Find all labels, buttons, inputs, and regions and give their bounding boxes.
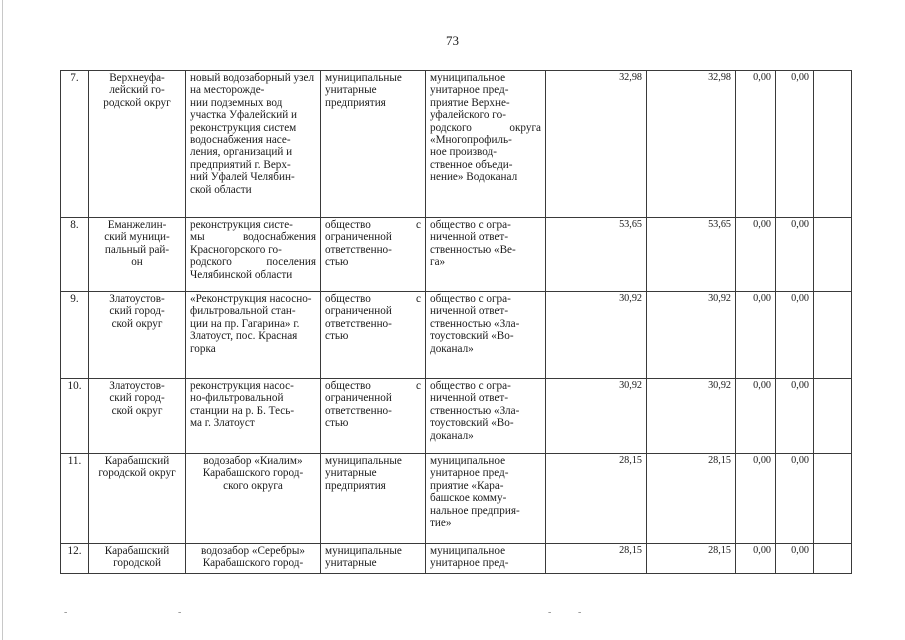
object-cell: водозабор «Серебры» Карабашского город- <box>186 544 321 574</box>
value-cell-4: 0,00 <box>776 292 814 379</box>
ownership-form-cell: муниципальные унитарные предприятия <box>321 454 426 544</box>
row-number: 8. <box>61 218 89 292</box>
empty-cell <box>814 544 852 574</box>
row-number: 10. <box>61 379 89 454</box>
object-cell: реконструкция насос- но-фильтровальной станции на р. Б. Тесь- ма г. Златоуст <box>186 379 321 454</box>
row-number: 12. <box>61 544 89 574</box>
owner-cell: муниципальное унитарное пред- приятие Верхне- уфалейского го- родского округа «Многопрофиль- ное производ- ственное объеди- нение» Водоканал <box>426 71 546 218</box>
data-table <box>60 70 852 574</box>
municipality-cell: Карабашский городской <box>89 544 186 574</box>
ownership-form-cell: общество с ограниченной ответственно- стью <box>321 292 426 379</box>
empty-cell <box>814 379 852 454</box>
empty-cell <box>814 454 852 544</box>
page-edge-line <box>2 0 3 640</box>
value-cell-3: 0,00 <box>736 454 776 544</box>
object-cell: «Реконструкция насосно- фильтровальной стан- ции на пр. Гагарина» г. Златоуст, пос. Красная горка <box>186 292 321 379</box>
value-cell-4: 0,00 <box>776 454 814 544</box>
scan-mark: - <box>64 607 68 618</box>
table-row <box>61 379 852 454</box>
value-cell-2: 32,98 <box>647 71 736 218</box>
municipality-cell: Златоустов- ский город- ской округ <box>89 379 186 454</box>
value-cell-2: 28,15 <box>647 544 736 574</box>
value-cell-2: 30,92 <box>647 292 736 379</box>
value-cell-1: 32,98 <box>546 71 647 218</box>
table-row <box>61 454 852 544</box>
value-cell-1: 53,65 <box>546 218 647 292</box>
value-cell-4: 0,00 ‧ <box>776 218 814 292</box>
table-row <box>61 71 852 218</box>
value-cell-1: 30,92 <box>546 292 647 379</box>
row-number: 11. <box>61 454 89 544</box>
value-cell-3: 0,00 <box>736 292 776 379</box>
empty-cell <box>814 71 852 218</box>
value-cell-3: 0,00 <box>736 218 776 292</box>
row-number: 7. <box>61 71 89 218</box>
value-cell-3: 0,00 <box>736 379 776 454</box>
municipality-cell: Златоустов- ский город- ской округ <box>89 292 186 379</box>
value-cell-4: 0,00 <box>776 544 814 574</box>
object-cell: новый водозаборный узел на месторожде- нии подземных вод участка Уфалейский и реконструкция систем водоснабжения насе- ления, организаций и предприятий г. Верх- ний Уфалей Челябин- ской области <box>186 71 321 218</box>
object-cell: водозабор «Киалим» Карабашского город- ского округа <box>186 454 321 544</box>
value-cell-1: 28,15 <box>546 454 647 544</box>
value-cell-1: 28,15 <box>546 544 647 574</box>
municipality-cell: Карабашский городской округ <box>89 454 186 544</box>
municipality-cell: Верхнеуфа- лейский го- родской округ <box>89 71 186 218</box>
value-cell-3: 0,00 <box>736 71 776 218</box>
value-cell-2: 53,65 <box>647 218 736 292</box>
scan-mark: - <box>578 607 582 618</box>
empty-cell <box>814 292 852 379</box>
ownership-form-cell: общество с ограниченной ответственно- стью <box>321 379 426 454</box>
table-row <box>61 218 852 292</box>
value-cell-1: 30,92 <box>546 379 647 454</box>
table-row <box>61 292 852 379</box>
owner-cell: муниципальное унитарное пред- приятие «Кара- башское комму- нальное предприя- тие» <box>426 454 546 544</box>
owner-cell: общество с огра- ниченной ответ- ственностью «Зла- тоустовский «Во- доканал» <box>426 292 546 379</box>
owner-cell: муниципальное унитарное пред- <box>426 544 546 574</box>
ownership-form-cell: общество с ограниченной ответственно- стью <box>321 218 426 292</box>
ownership-form-cell: муниципальные унитарные предприятия <box>321 71 426 218</box>
value-cell-3: 0,00 <box>736 544 776 574</box>
empty-cell <box>814 218 852 292</box>
owner-cell: общество с огра- ниченной ответ- ственностью «Ве- га» <box>426 218 546 292</box>
table-row <box>61 544 852 574</box>
object-cell: реконструкция систе- мы водоснабжения Красногорского го- родского поселения Челябинской области <box>186 218 321 292</box>
page-number: 73 <box>446 33 459 48</box>
value-cell-2: 30,92 <box>647 379 736 454</box>
owner-cell: общество с огра- ниченной ответ- ственностью «Зла- тоустовский «Во- доканал» <box>426 379 546 454</box>
value-cell-2: 28,15 <box>647 454 736 544</box>
municipality-cell: Еманжелин- ский муници- пальный рай- он <box>89 218 186 292</box>
value-cell-4: 0,00 <box>776 379 814 454</box>
scan-mark: - <box>548 607 552 618</box>
ownership-form-cell: муниципальные унитарные <box>321 544 426 574</box>
value-cell-4: 0,00 <box>776 71 814 218</box>
scan-mark: - <box>178 607 182 618</box>
row-number: 9. <box>61 292 89 379</box>
